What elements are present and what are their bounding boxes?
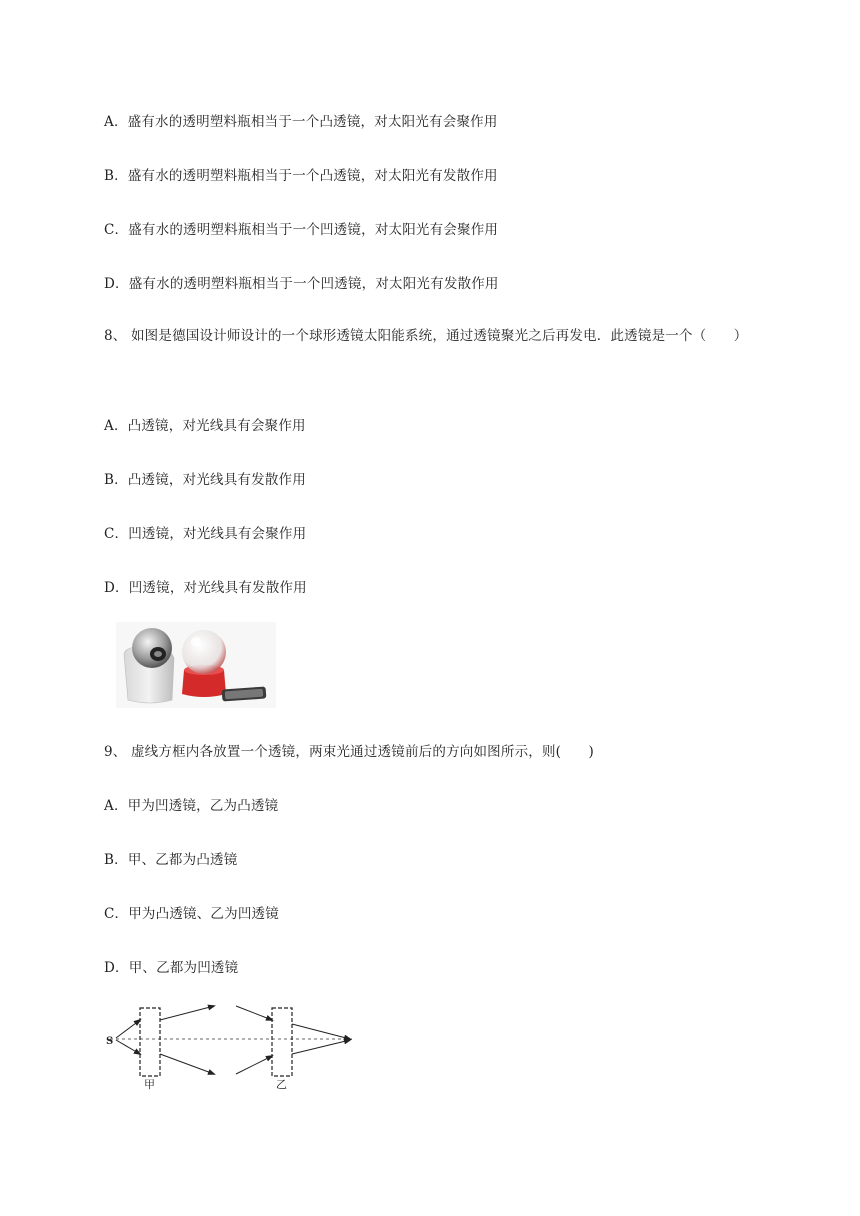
dark-lens-sphere (132, 628, 172, 668)
clear-lens-sphere (182, 630, 226, 674)
q9-question-text: 9、 虚线方框内各放置一个透镜，两束光通过透镜前后的方向如图所示，则( ) (104, 744, 595, 760)
lens-box-yi (272, 1008, 292, 1076)
q7-option-a: A．盛有水的透明塑料瓶相当于一个凸透镜，对太阳光有会聚作用 (104, 114, 498, 130)
q9-option-d: D．甲、乙都为凹透镜 (104, 960, 239, 976)
lens-box-jia (140, 1008, 160, 1076)
q8-option-b: B．凸透镜，对光线具有发散作用 (104, 472, 306, 488)
q7-option-d: D．盛有水的透明塑料瓶相当于一个凹透镜，对太阳光有发散作用 (104, 276, 499, 292)
q8-option-c: C．凹透镜，对光线具有会聚作用 (104, 526, 307, 542)
q8-option-d: D．凹透镜，对光线具有发散作用 (104, 580, 307, 596)
q7-option-c: C．盛有水的透明塑料瓶相当于一个凹透镜，对太阳光有会聚作用 (104, 222, 499, 238)
q8-question-text: 8、 如图是德国设计师设计的一个球形透镜太阳能系统，通过透镜聚光之后再发电．此透镜是一个（ ） (104, 328, 748, 344)
box-label-jia: 甲 (144, 1078, 155, 1090)
q8-option-a: A．凸透镜，对光线具有会聚作用 (104, 418, 306, 434)
q9-option-c: C．甲为凸透镜、乙为凹透镜 (104, 906, 279, 922)
q9-option-b: B．甲、乙都为凸透镜 (104, 852, 238, 868)
q9-option-a: A．甲为凹透镜，乙为凸透镜 (104, 798, 279, 814)
source-label: S (106, 1036, 114, 1047)
q8-lens-solar-device-image (116, 622, 276, 708)
q9-lens-ray-diagram (104, 1000, 358, 1090)
box-label-yi: 乙 (276, 1078, 287, 1090)
q7-option-b: B．盛有水的透明塑料瓶相当于一个凸透镜，对太阳光有发散作用 (104, 168, 498, 184)
